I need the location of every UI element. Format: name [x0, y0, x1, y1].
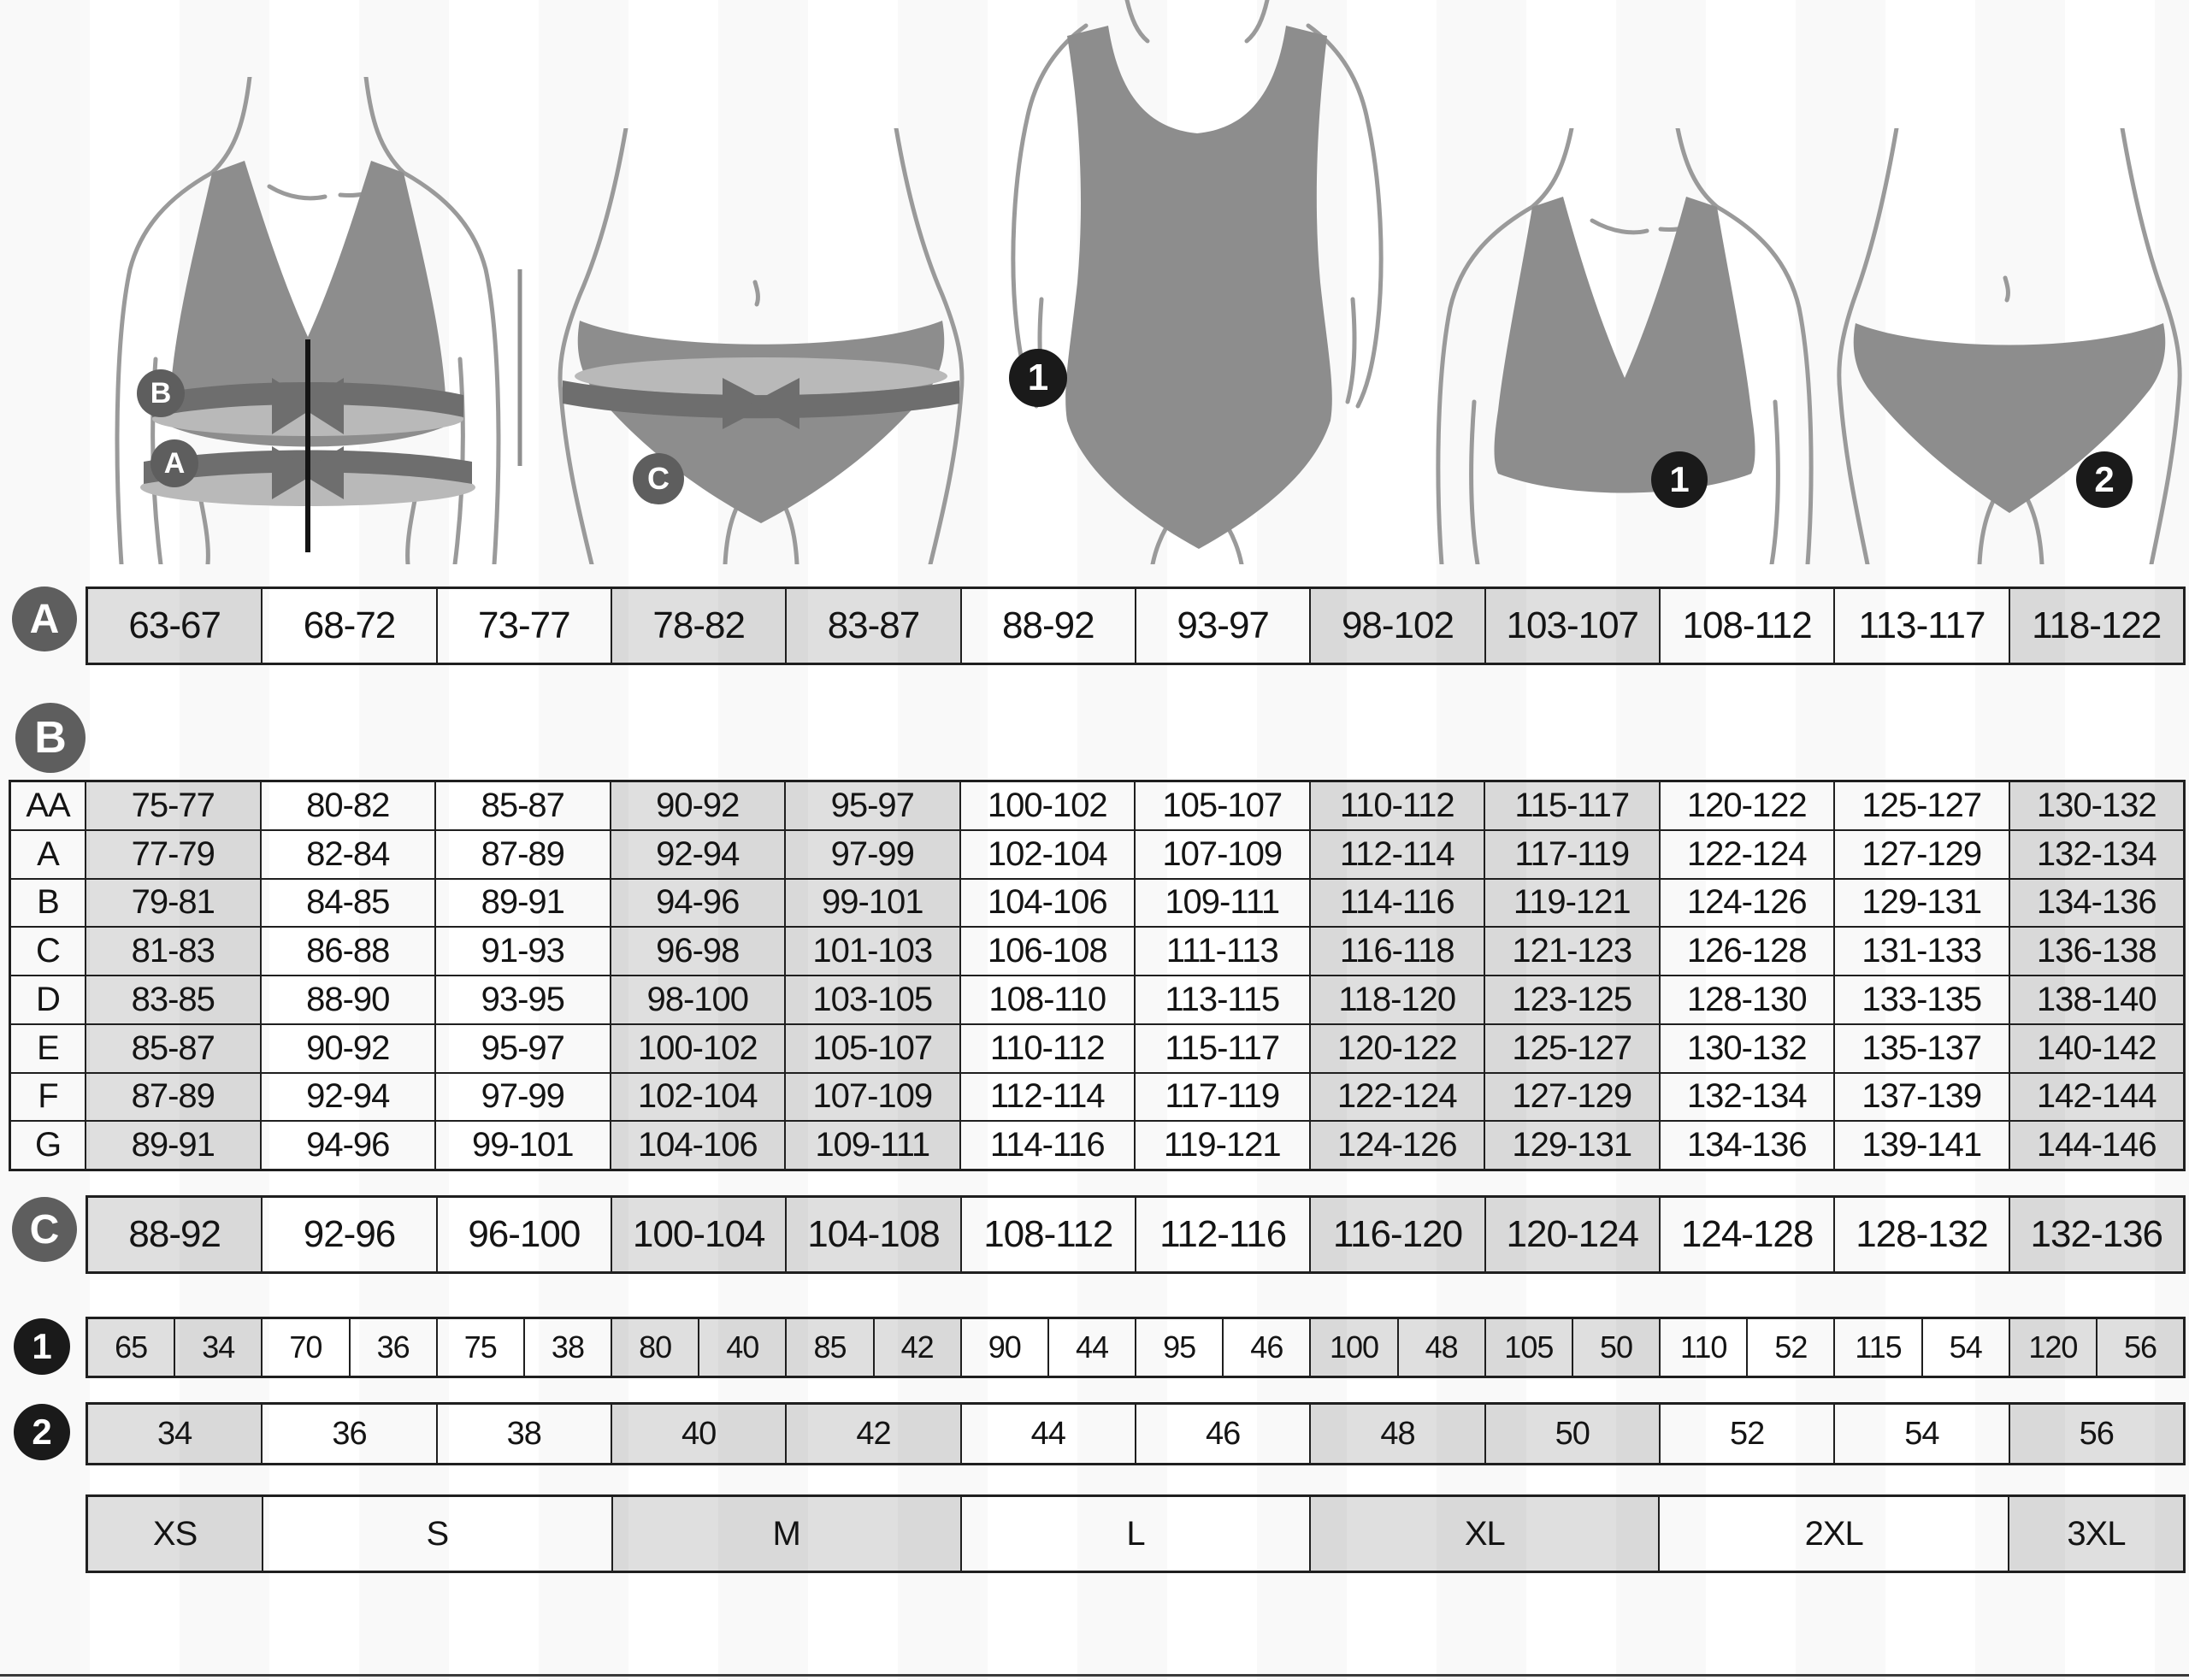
table-cell: 106-108: [959, 928, 1135, 975]
measure-b-figure-badge: B: [137, 369, 185, 417]
table-cell: 85-87: [434, 782, 610, 829]
table-cell: 99-101: [784, 880, 959, 927]
table-cell: 91-93: [434, 928, 610, 975]
table-cell: 139-141: [1833, 1122, 2009, 1169]
row-1-badge: 1: [14, 1318, 70, 1375]
table-cell: 36: [261, 1405, 435, 1463]
table-cell: 40: [611, 1405, 785, 1463]
bra-garment: [1495, 197, 1755, 493]
table-cell: 83-85: [85, 976, 260, 1023]
table-cell: 80-82: [260, 782, 435, 829]
table-cell: 84-85: [260, 880, 435, 927]
table-row: [11, 829, 2183, 878]
table-cell: 125-127: [1484, 1025, 1659, 1072]
table-cell: 110-112: [1309, 782, 1484, 829]
table-cell: 92-96: [261, 1198, 435, 1271]
table-cell: 80: [611, 1319, 698, 1376]
table-cell: 93-95: [434, 976, 610, 1023]
table-cell: 114-116: [1309, 880, 1484, 927]
table-cell: 132-136: [2009, 1198, 2183, 1271]
figure-bodysuit: [975, 0, 1419, 564]
table-cell: 128-132: [1833, 1198, 2008, 1271]
table-cell: 102-104: [959, 831, 1135, 878]
table-cell: 119-121: [1484, 880, 1659, 927]
table-row: [11, 975, 2183, 1023]
table-cell: 122-124: [1659, 831, 1834, 878]
table-cell: 38: [436, 1405, 611, 1463]
table-cell: 104-106: [610, 1122, 785, 1169]
table-cell: 129-131: [1833, 880, 2009, 927]
table-cell: 124-128: [1659, 1198, 1833, 1271]
table-cell: 97-99: [434, 1074, 610, 1121]
table-row: [11, 926, 2183, 975]
table-cell: 100-102: [610, 1025, 785, 1072]
table-cell: 112-114: [1309, 831, 1484, 878]
row-label: C: [36, 932, 60, 970]
table-row: [11, 782, 2183, 829]
table-cell: 34: [88, 1405, 261, 1463]
row-label: B: [37, 883, 59, 922]
table-cell: 63-67: [88, 589, 261, 663]
table-cell: 88-90: [260, 976, 435, 1023]
table-cell: 132-134: [1659, 1074, 1834, 1121]
table-cell: 130-132: [2009, 782, 2184, 829]
table-cell: 38: [523, 1319, 611, 1376]
table-row: [11, 1023, 2183, 1072]
figure-panty-measurement: [547, 128, 975, 564]
table-cell: 46: [1222, 1319, 1309, 1376]
table-cell: 116-120: [1309, 1198, 1484, 1271]
table-cell: 86-88: [260, 928, 435, 975]
table-cell: 68-72: [261, 589, 435, 663]
table-cell: 50: [1572, 1319, 1659, 1376]
table-cell: 94-96: [260, 1122, 435, 1169]
table-cell: 133-135: [1833, 976, 2009, 1023]
figure-panty: [1830, 128, 2189, 564]
table-cell: 131-133: [1833, 928, 2009, 975]
table-cell: 77-79: [85, 831, 260, 878]
row-label: D: [36, 980, 60, 1018]
table-cell: 124-126: [1309, 1122, 1484, 1169]
table-cell: 54: [1921, 1319, 2009, 1376]
table-cell: 99-101: [434, 1122, 610, 1169]
table-cell: 65: [88, 1319, 174, 1376]
table-cell: 135-137: [1833, 1025, 2009, 1072]
table-cell: 87-89: [434, 831, 610, 878]
table-cell: 138-140: [2009, 976, 2184, 1023]
table-cell: 122-124: [1309, 1074, 1484, 1121]
table-cell: 109-111: [1134, 880, 1309, 927]
row-label: G: [34, 1126, 62, 1164]
table-cell: 121-123: [1484, 928, 1659, 975]
table-cell: 129-131: [1484, 1122, 1659, 1169]
table-cell: 128-130: [1659, 976, 1834, 1023]
table-cell: 108-112: [960, 1198, 1135, 1271]
table-cell: XS: [88, 1497, 262, 1571]
table-cell: 56: [2096, 1319, 2183, 1376]
table-cell: 70: [261, 1319, 348, 1376]
table-cell: 115: [1833, 1319, 1921, 1376]
table-cell: 81-83: [85, 928, 260, 975]
row-c-hips: [86, 1195, 2186, 1274]
table-cell: 110-112: [959, 1025, 1135, 1072]
table-cell: 127-129: [1833, 831, 2009, 878]
table-cell: 116-118: [1309, 928, 1484, 975]
table-cell: 118-122: [2009, 589, 2183, 663]
table-cell: 85: [785, 1319, 872, 1376]
table-cell: 108-110: [959, 976, 1135, 1023]
table-cell: 48: [1309, 1405, 1484, 1463]
table-cell: 94-96: [610, 880, 785, 927]
table-cell: 112-116: [1135, 1198, 1309, 1271]
row-c-badge: C: [12, 1197, 77, 1262]
table-cell: 107-109: [784, 1074, 959, 1121]
table-cell: 85-87: [85, 1025, 260, 1072]
table-cell: 105: [1484, 1319, 1572, 1376]
table-cell: 96-98: [610, 928, 785, 975]
table-cell: 140-142: [2009, 1025, 2184, 1072]
table-cell: 92-94: [260, 1074, 435, 1121]
table-cell: 87-89: [85, 1074, 260, 1121]
row-label: F: [38, 1077, 58, 1116]
row-a-badge: A: [12, 587, 77, 651]
table-cell: 109-111: [784, 1122, 959, 1169]
table-cell: 90: [960, 1319, 1047, 1376]
table-cell: 111-113: [1134, 928, 1309, 975]
table-cell: 104-106: [959, 880, 1135, 927]
table-cell: 127-129: [1484, 1074, 1659, 1121]
row-2-dress-sizes: [86, 1402, 2186, 1465]
row-a-underbust: [86, 587, 2186, 665]
table-cell: 96-100: [436, 1198, 611, 1271]
body-outline: [1438, 128, 1811, 564]
table-cell: 115-117: [1484, 782, 1659, 829]
hip-light-band: [575, 357, 947, 395]
table-cell: 73-77: [436, 589, 611, 663]
table-cell: 98-102: [1309, 589, 1484, 663]
table-cell: 44: [960, 1405, 1135, 1463]
table-cell: 130-132: [1659, 1025, 1834, 1072]
table-cell: 46: [1135, 1405, 1309, 1463]
table-cell: 50: [1484, 1405, 1659, 1463]
measure-c-figure-badge: C: [633, 453, 684, 504]
panty-2-figure-badge: 2: [2076, 451, 2133, 508]
panty-garment: [578, 321, 945, 523]
table-cell: 104-108: [785, 1198, 959, 1271]
table-cell: 88-92: [960, 589, 1135, 663]
table-cell: 78-82: [611, 589, 785, 663]
table-cell: 44: [1047, 1319, 1135, 1376]
table-cell: XL: [1309, 1497, 1658, 1571]
table-cell: 124-126: [1659, 880, 1834, 927]
table-cell: 123-125: [1484, 976, 1659, 1023]
row-letter-sizes: [86, 1494, 2186, 1573]
table-cell: 117-119: [1134, 1074, 1309, 1121]
figure-bra-measurement: [68, 77, 547, 564]
row-1-size-pairs: [86, 1317, 2186, 1378]
table-cell: 88-92: [88, 1198, 261, 1271]
table-cell: 97-99: [784, 831, 959, 878]
table-cell: 3XL: [2008, 1497, 2183, 1571]
table-cell: 79-81: [85, 880, 260, 927]
table-cell: 120-122: [1309, 1025, 1484, 1072]
table-cell: 90-92: [260, 1025, 435, 1072]
table-cell: 34: [174, 1319, 261, 1376]
table-cell: 132-134: [2009, 831, 2184, 878]
table-cell: 100: [1309, 1319, 1396, 1376]
table-row: [11, 878, 2183, 927]
table-cell: 95: [1135, 1319, 1222, 1376]
table-cell: 105-107: [784, 1025, 959, 1072]
table-cell: 144-146: [2009, 1122, 2184, 1169]
table-cell: S: [262, 1497, 611, 1571]
table-cell: M: [611, 1497, 960, 1571]
table-cell: 125-127: [1833, 782, 2009, 829]
table-cell: 100-104: [611, 1198, 785, 1271]
table-cell: 75-77: [85, 782, 260, 829]
table-cell: L: [960, 1497, 1309, 1571]
table-cell: 114-116: [959, 1122, 1135, 1169]
table-cell: 107-109: [1134, 831, 1309, 878]
row-label: A: [37, 834, 59, 873]
table-cell: 2XL: [1658, 1497, 2007, 1571]
table-cell: 90-92: [610, 782, 785, 829]
table-cell: 42: [873, 1319, 960, 1376]
table-cell: 112-114: [959, 1074, 1135, 1121]
figure-bra: [1385, 128, 1864, 564]
table-cell: 126-128: [1659, 928, 1834, 975]
table-cell: 134-136: [2009, 880, 2184, 927]
table-cell: 83-87: [785, 589, 959, 663]
table-cell: 82-84: [260, 831, 435, 878]
table-b-bust-cups: [9, 780, 2186, 1171]
table-cell: 54: [1833, 1405, 2008, 1463]
table-cell: 95-97: [434, 1025, 610, 1072]
table-cell: 120-122: [1659, 782, 1834, 829]
table-cell: 134-136: [1659, 1122, 1834, 1169]
table-cell: 105-107: [1134, 782, 1309, 829]
table-cell: 113-115: [1134, 976, 1309, 1023]
table-cell: 120: [2009, 1319, 2096, 1376]
table-cell: 95-97: [784, 782, 959, 829]
table-cell: 113-117: [1833, 589, 2008, 663]
table-row: [11, 1120, 2183, 1169]
table-row: [11, 1072, 2183, 1121]
table-cell: 117-119: [1484, 831, 1659, 878]
table-cell: 142-144: [2009, 1074, 2184, 1121]
bra-1-figure-badge: 1: [1651, 451, 1708, 508]
table-cell: 75: [436, 1319, 523, 1376]
table-cell: 137-139: [1833, 1074, 2009, 1121]
table-cell: 52: [1659, 1405, 1833, 1463]
table-cell: 48: [1397, 1319, 1484, 1376]
table-cell: 100-102: [959, 782, 1135, 829]
table-cell: 108-112: [1659, 589, 1833, 663]
table-cell: 115-117: [1134, 1025, 1309, 1072]
row-label: AA: [26, 786, 70, 824]
table-cell: 110: [1659, 1319, 1746, 1376]
measure-a-figure-badge: A: [150, 439, 198, 487]
table-cell: 102-104: [610, 1074, 785, 1121]
table-cell: 98-100: [610, 976, 785, 1023]
table-cell: 119-121: [1134, 1122, 1309, 1169]
table-cell: 101-103: [784, 928, 959, 975]
table-cell: 92-94: [610, 831, 785, 878]
table-cell: 56: [2009, 1405, 2183, 1463]
row-label: E: [37, 1029, 59, 1067]
table-cell: 103-105: [784, 976, 959, 1023]
table-cell: 136-138: [2009, 928, 2184, 975]
table-cell: 40: [698, 1319, 785, 1376]
bodysuit-garment: [1065, 26, 1332, 549]
table-cell: 103-107: [1484, 589, 1659, 663]
bottom-divider: [0, 1674, 2189, 1677]
table-cell: 52: [1746, 1319, 1833, 1376]
measure-1-figure-badge: 1: [1009, 349, 1067, 407]
table-cell: 89-91: [434, 880, 610, 927]
table-b-badge: B: [15, 703, 86, 773]
table-cell: 118-120: [1309, 976, 1484, 1023]
table-cell: 89-91: [85, 1122, 260, 1169]
table-cell: 36: [349, 1319, 436, 1376]
table-cell: 42: [785, 1405, 959, 1463]
table-cell: 93-97: [1135, 589, 1309, 663]
row-2-badge: 2: [14, 1404, 70, 1460]
table-cell: 120-124: [1484, 1198, 1659, 1271]
